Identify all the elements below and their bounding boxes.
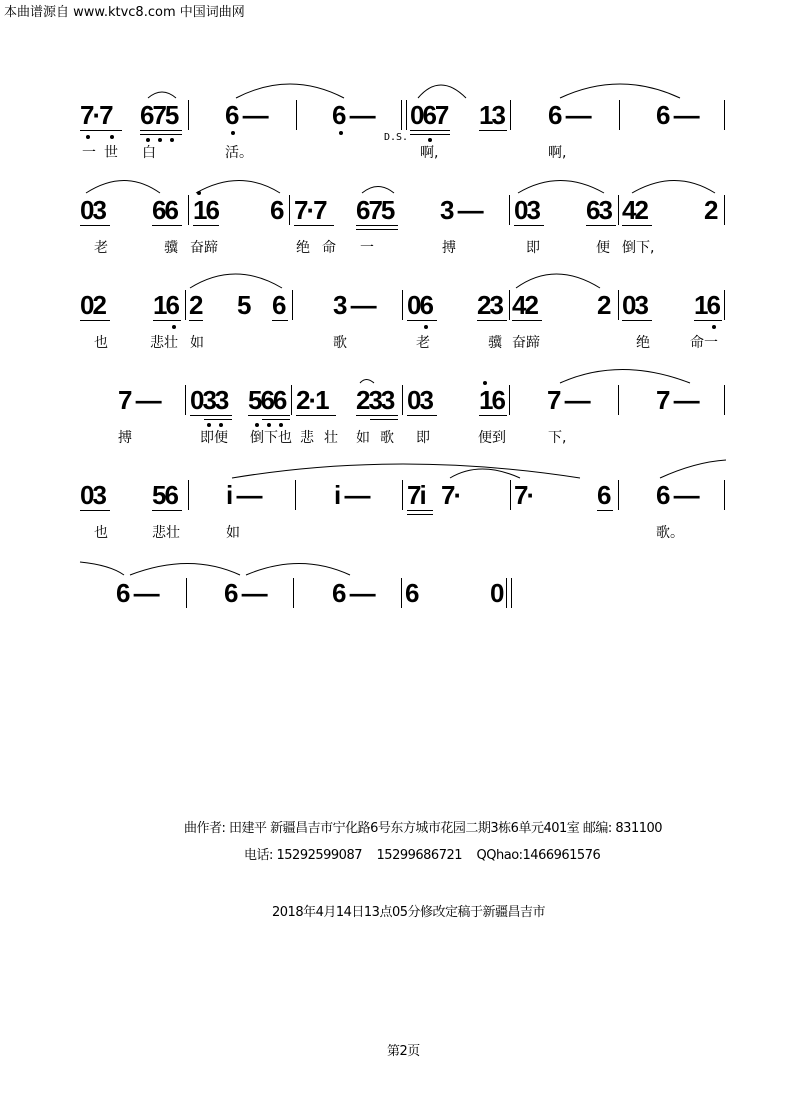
note-group: 6 — [272, 290, 285, 320]
lyric: 骥 — [164, 240, 178, 256]
slur — [450, 469, 520, 478]
lyric: 骥 — [488, 335, 502, 351]
slur — [236, 84, 344, 98]
underline — [140, 134, 182, 135]
lyric: 搏 — [118, 430, 132, 446]
note-group: i — — [226, 480, 261, 510]
barline — [186, 578, 187, 608]
barline — [618, 385, 619, 415]
note-group: 03 — [514, 195, 539, 225]
note-group: 13 — [479, 100, 504, 130]
barline — [188, 480, 189, 510]
note-group: 3 — — [440, 195, 482, 225]
note-group: 6 — [405, 578, 418, 608]
barline — [618, 290, 619, 320]
barline — [724, 480, 725, 510]
note-group: 66 — [152, 195, 177, 225]
note-group: 03 — [622, 290, 647, 320]
note-group: 7 — — [547, 385, 589, 415]
octave-dot — [170, 138, 174, 142]
lyric: 一 — [82, 145, 96, 161]
lyric: 啊, — [548, 145, 567, 161]
barline — [509, 290, 510, 320]
note-group: 7· — [514, 480, 534, 510]
underline — [272, 320, 288, 321]
underline — [514, 225, 544, 226]
lyric: 悲壮 — [150, 335, 178, 351]
underline — [80, 320, 110, 321]
ds-mark: D.S. — [384, 132, 409, 143]
lyric: 绝 — [636, 335, 650, 351]
note-group: 0 — [490, 578, 503, 608]
slur — [518, 181, 604, 194]
lyric: 也 — [94, 335, 108, 351]
slur — [362, 187, 394, 194]
underline — [80, 510, 110, 511]
note-group: 03 — [407, 385, 432, 415]
lyric: 也 — [94, 525, 108, 541]
underline — [622, 320, 652, 321]
lyric: 一 — [360, 240, 374, 256]
barline — [724, 195, 725, 225]
underline — [262, 419, 290, 420]
barline-double — [401, 100, 407, 130]
note-group: 2·1 — [296, 385, 328, 415]
note-group: 63 — [586, 195, 611, 225]
note-group: i — — [334, 480, 369, 510]
octave-dot — [146, 138, 150, 142]
underline — [407, 510, 433, 511]
note-group: 2 — [189, 290, 202, 320]
note-group: 16 — [694, 290, 719, 320]
note-group: 2 — [597, 290, 610, 320]
underline — [477, 320, 507, 321]
octave-dot — [428, 138, 432, 142]
slur — [86, 181, 160, 194]
octave-dot — [158, 138, 162, 142]
underline — [622, 225, 652, 226]
underline — [597, 510, 613, 511]
barline — [289, 195, 290, 225]
barline — [510, 100, 511, 130]
octave-dot — [172, 325, 176, 329]
slur — [360, 380, 374, 384]
lyric: 命一 — [690, 335, 718, 351]
barline — [724, 290, 725, 320]
octave-dot — [231, 131, 235, 135]
underline — [356, 229, 398, 230]
lyric: 命 — [322, 240, 336, 256]
note-group: 566 — [248, 385, 286, 415]
underline — [152, 510, 182, 511]
underline — [407, 514, 433, 515]
note-group: 6 — — [225, 100, 267, 130]
barline — [292, 290, 293, 320]
barline — [296, 100, 297, 130]
underline — [152, 225, 182, 226]
note-group: 6 — — [116, 578, 158, 608]
slur — [246, 564, 350, 576]
octave-dot — [207, 423, 211, 427]
note-group: 675 — [356, 195, 394, 225]
lyric: 倒 — [622, 240, 636, 256]
note-group: 6 — [270, 195, 283, 225]
barline — [293, 578, 294, 608]
lyric: 奋蹄 — [512, 335, 540, 351]
note-group: 5 — [237, 290, 250, 320]
note-group: 6 — — [548, 100, 590, 130]
lyric: 如 — [226, 525, 240, 541]
underline — [204, 419, 232, 420]
slur — [632, 181, 715, 194]
underline — [189, 320, 203, 321]
slur — [660, 460, 726, 478]
note-group: 3 — — [333, 290, 375, 320]
source-header: 本曲谱源自 www.ktvc8.com 中国词曲网 — [4, 5, 245, 20]
underline — [479, 130, 507, 131]
barline — [185, 290, 186, 320]
lyric: 便 — [596, 240, 610, 256]
barline — [188, 100, 189, 130]
underline — [586, 225, 616, 226]
lyric: 悲壮 — [152, 525, 180, 541]
note-group: 7i — [407, 480, 425, 510]
lyric: 歌 — [333, 335, 347, 351]
lyric: 世 — [104, 145, 118, 161]
octave-dot — [267, 423, 271, 427]
octave-dot — [219, 423, 223, 427]
note-group: 03 — [80, 195, 105, 225]
lyric: 老 — [94, 240, 108, 256]
lyric: 即便 — [200, 430, 228, 446]
slur — [148, 92, 176, 98]
underline — [296, 415, 336, 416]
note-group: 2 — [704, 195, 717, 225]
page-number: 第2页 — [387, 1044, 420, 1059]
note-group: 067 — [410, 100, 448, 130]
barline — [402, 290, 403, 320]
octave-dot — [86, 135, 90, 139]
note-group: 16 — [479, 385, 504, 415]
composer-info: 曲作者: 田建平 新疆昌吉市宁化路6号东方城市花园二期3栋6单元401室 邮编: 831100 — [184, 821, 663, 836]
note-group: 675 — [140, 100, 178, 130]
lyric: 下, — [636, 240, 655, 256]
barline — [401, 578, 402, 608]
octave-dot — [339, 131, 343, 135]
underline — [193, 225, 219, 226]
slur — [418, 85, 466, 98]
octave-dot — [110, 135, 114, 139]
lyric: 啊, — [420, 145, 439, 161]
lyric: 如 — [356, 430, 370, 446]
barline — [618, 195, 619, 225]
lyric: 即 — [416, 430, 430, 446]
barline — [619, 100, 620, 130]
underline — [410, 130, 450, 131]
slur — [232, 464, 580, 478]
lyric: 悲 — [300, 430, 314, 446]
underline — [407, 320, 437, 321]
underline — [356, 225, 398, 226]
note-group: 7 — — [656, 385, 698, 415]
phone-info: 电话: 15292599087 15299686721 QQhao:1466961576 — [244, 848, 601, 863]
note-group: 6 — — [656, 480, 698, 510]
slur — [196, 181, 280, 194]
lyric: 活。 — [225, 145, 253, 161]
lyric: 绝 — [296, 240, 310, 256]
underline — [140, 130, 182, 131]
lyric: 白 — [142, 145, 156, 161]
underline — [370, 419, 398, 420]
barline — [291, 385, 292, 415]
lyric: 下, — [548, 430, 567, 446]
note-group: 42 — [622, 195, 647, 225]
note-group: 6 — — [332, 578, 374, 608]
barline — [402, 480, 403, 510]
note-group: 56 — [152, 480, 177, 510]
revision-date: 2018年4月14日13点05分修改定稿于新疆昌吉市 — [272, 905, 545, 920]
note-group: 7·7 — [294, 195, 326, 225]
slur — [190, 274, 282, 288]
underline — [248, 415, 290, 416]
lyric: 便到 — [478, 430, 506, 446]
barline — [618, 480, 619, 510]
note-group: 033 — [190, 385, 228, 415]
lyric: 如 — [190, 335, 204, 351]
underline — [410, 134, 450, 135]
barline — [724, 100, 725, 130]
lyric: 歌 — [380, 430, 394, 446]
lyric: 即 — [526, 240, 540, 256]
octave-dot — [197, 191, 201, 195]
note-group: 16 — [193, 195, 218, 225]
lyric: 壮 — [324, 430, 338, 446]
note-group: 03 — [80, 480, 105, 510]
note-group: 233 — [356, 385, 394, 415]
lyric: 搏 — [442, 240, 456, 256]
lyric: 老 — [416, 335, 430, 351]
note-group: 06 — [407, 290, 432, 320]
note-group: 6 — — [332, 100, 374, 130]
barline — [509, 195, 510, 225]
note-group: 6 — [597, 480, 610, 510]
underline — [153, 320, 181, 321]
slur — [560, 370, 690, 384]
underline — [190, 415, 232, 416]
note-group: 23 — [477, 290, 502, 320]
octave-dot — [279, 423, 283, 427]
slur — [80, 562, 124, 575]
underline — [694, 320, 722, 321]
barline — [295, 480, 296, 510]
note-group: 02 — [80, 290, 105, 320]
underline — [479, 415, 507, 416]
octave-dot — [424, 325, 428, 329]
underline — [407, 415, 437, 416]
underline — [512, 320, 542, 321]
barline — [185, 385, 186, 415]
slur — [130, 564, 240, 576]
barline — [402, 385, 403, 415]
note-group: 6 — — [224, 578, 266, 608]
octave-dot — [712, 325, 716, 329]
octave-dot — [255, 423, 259, 427]
note-group: 42 — [512, 290, 537, 320]
note-group: 7· — [441, 480, 461, 510]
slur — [560, 84, 680, 98]
barline — [510, 480, 511, 510]
note-group: 16 — [153, 290, 178, 320]
underline — [356, 415, 398, 416]
note-group: 7 — — [118, 385, 160, 415]
octave-dot — [483, 381, 487, 385]
barline — [509, 385, 510, 415]
lyric: 倒下也 — [250, 430, 292, 446]
barline — [188, 195, 189, 225]
note-group: 6 — — [656, 100, 698, 130]
lyric: 奋蹄 — [190, 240, 218, 256]
slur — [516, 274, 600, 288]
underline — [80, 225, 110, 226]
underline — [80, 130, 122, 131]
note-group: 7·7 — [80, 100, 112, 130]
barline — [724, 385, 725, 415]
final-barline — [506, 578, 512, 608]
lyric: 歌。 — [656, 525, 684, 541]
underline — [294, 225, 334, 226]
